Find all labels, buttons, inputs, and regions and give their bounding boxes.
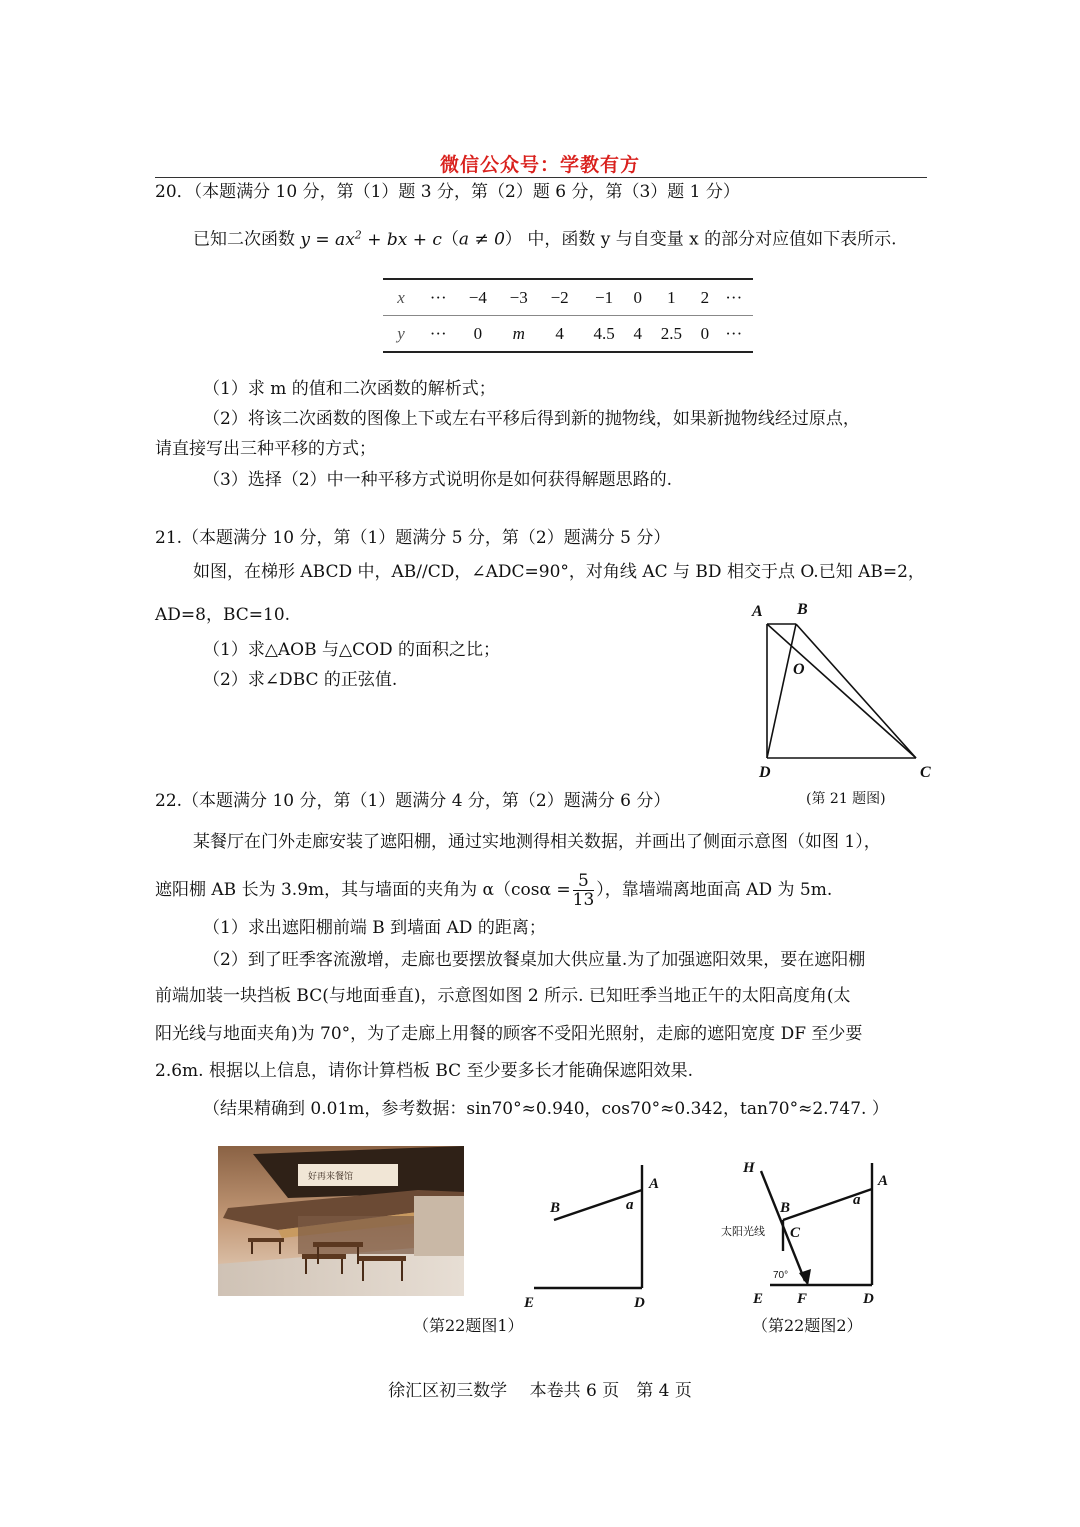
fig2-label-E: E [753,1291,764,1307]
q20-x-row [383,280,753,316]
fraction-numerator: 5 [573,872,595,891]
q22-part2-line3: 阳光线与地面夹角)为 70°，为了走廊上用餐的顾客不受阳光照射，走廊的遮阳宽度 DF 至少要 [155,1024,863,1044]
q20-condition: a ≠ 0 [458,229,505,250]
fraction-denominator: 13 [572,890,595,910]
label-B: B [797,601,808,618]
y-cell: 0 [473,323,483,343]
q20-intro: 已知二次函数 $y = ax^2$ + bx + c（a ≠ 0） 中，函数 y 与自变量 x 的部分对应值如下表所示. [193,228,897,250]
q22-line2-pre: 遮阳棚 AB 长为 3.9m，其与墙面的夹角为 α（cosα = [155,880,571,900]
x-cell: ··· [725,287,743,307]
x-cell: 2 [700,287,710,307]
q21-statement-line2: AD=8，BC=10. [155,605,291,625]
fig1-label-B: B [550,1200,561,1216]
cos-fraction [573,872,595,909]
x-label: x [397,287,405,307]
q22-part1: （1）求出遮阳棚前端 B 到墙面 AD 的距离； [203,918,546,938]
x-cell: −4 [468,287,487,307]
q22-part2-line1: （2）到了旺季客流激增，走廊也要摆放餐桌加大供应量.为了加强遮阳效果，要在遮阳棚 [203,950,866,970]
y-cell: ··· [725,323,743,343]
q22-statement-line2 [155,872,832,909]
label-C: C [920,764,931,781]
q20-formula: $y = ax^2$ + bx + c [300,228,442,250]
wechat-header: 微信公众号：学教有方 [439,154,640,176]
q22-part2-line4: 2.6m. 根据以上信息，请你计算档板 BC 至少要多长才能确保遮阳效果. [155,1061,693,1081]
q20-part1: （1）求 m 的值和二次函数的解析式； [203,379,496,399]
q20-y-row [383,316,753,352]
q22-part2-line2: 前端加装一块挡板 BC(与地面垂直)，示意图如图 2 所示. 已知旺季当地正午的太阳高度角(太 [155,986,851,1006]
y-cell: m [512,323,525,343]
fig2-label-a: a [853,1192,861,1208]
label-A: A [752,603,763,620]
y-cell: 4 [555,323,564,343]
header-rule [155,177,927,178]
label-D: D [759,764,771,781]
q20-part2-line2: 请直接写出三种平移的方式； [155,439,376,459]
q22-line2-post: ），靠墙端离地面高 AD 为 5m. [596,880,833,900]
y-cell: 0 [700,323,710,343]
q22-statement-line1: 某餐厅在门外走廊安装了遮阳棚，通过实地测得相关数据，并画出了侧面示意图（如图 1）， [193,832,881,852]
q21-statement-line1: 如图，在梯形 ABCD 中，AB//CD，∠ADC=90°，对角线 AC 与 BD 相交于点 O.已知 AB=2， [193,562,925,582]
q22-figure2-diagram [715,1155,905,1315]
y-cell: ··· [429,323,447,343]
q20-part3: （3）选择（2）中一种平移方式说明你是如何获得解题思路的. [203,470,673,490]
q21-part1: （1）求△AOB 与△COD 的面积之比； [203,640,501,660]
x-cell: −1 [595,287,614,307]
q20-value-table [383,278,753,353]
q22-figure1-diagram [520,1160,680,1312]
fig1-label-D: D [634,1295,645,1311]
sunlight-label: 太阳光线 [721,1225,765,1238]
x-cell: −2 [550,287,569,307]
x-cell: 0 [633,287,642,307]
q21-figure-caption: (第 21 题图) [806,791,886,807]
q21-part2: （2）求∠DBC 的正弦值. [203,670,398,690]
x-cell: 1 [667,287,676,307]
fig1-label-E: E [524,1295,535,1311]
y-cell: 4.5 [593,323,615,343]
x-cell: −3 [509,287,528,307]
fig2-label-D: D [863,1291,874,1307]
page-footer: 徐汇区初三数学 本卷共 6 页 第 4 页 [388,1381,692,1401]
fig2-label-C: C [790,1225,801,1241]
fig2-label-A: A [878,1173,889,1189]
q20-intro-post: 中，函数 y 与自变量 x 的部分对应值如下表所示. [521,229,897,250]
y-cell: 2.5 [660,323,682,343]
y-cell: 4 [633,323,642,343]
photo-sign: 好再来餐馆 [308,1172,354,1182]
q22-figure1-caption: （第22题图1） [413,1316,524,1335]
q21-heading: 21.（本题满分 10 分，第（1）题满分 5 分，第（2）题满分 5 分） [155,528,671,548]
q20-heading: 20．（本题满分 10 分，第（1）题 3 分，第（2）题 6 分，第（3）题 1 分） [155,182,740,202]
fig2-label-H: H [743,1160,755,1176]
y-label: y [397,323,405,343]
restaurant-photo [218,1146,464,1296]
fig2-label-B: B [780,1200,791,1216]
angle-label: 70° [773,1270,789,1281]
fig1-label-A: A [649,1176,660,1192]
q21-trapezoid-figure [740,590,950,820]
q20-intro-pre: 已知二次函数 [193,229,301,250]
fig2-label-F: F [797,1291,808,1307]
q22-heading: 22.（本题满分 10 分，第（1）题满分 4 分，第（2）题满分 6 分） [155,791,671,811]
fig1-label-a: a [626,1197,634,1213]
label-O: O [793,661,805,678]
q22-figure2-caption: （第22题图2） [752,1316,863,1335]
q20-part2-line1: （2）将该二次函数的图像上下或左右平移后得到新的抛物线，如果新抛物线经过原点， [203,409,860,429]
x-cell: ··· [429,287,447,307]
q22-reference-note: （结果精确到 0.01m，参考数据：sin70°≈0.940，cos70°≈0.342，tan70°≈2.747. ） [203,1099,889,1119]
